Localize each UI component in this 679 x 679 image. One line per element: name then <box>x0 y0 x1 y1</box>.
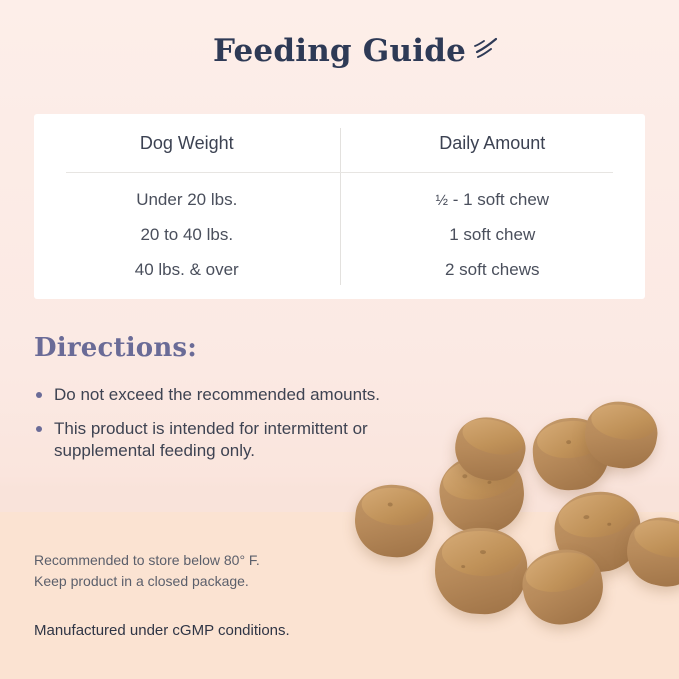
manufacturing-note: Manufactured under cGMP conditions. <box>34 622 290 639</box>
table-vertical-divider <box>340 128 341 285</box>
cell-dog-weight: 20 to 40 lbs. <box>140 224 234 244</box>
storage-note-line-1: Recommended to store below 80° F. <box>34 552 260 568</box>
chew-speck <box>461 565 465 568</box>
cell-daily-amount: 1 soft chew <box>449 224 536 244</box>
cell-daily-amount: 2 soft chews <box>445 259 540 279</box>
column-header-daily-amount: Daily Amount <box>439 132 546 153</box>
chew-top-face <box>589 400 657 444</box>
cell-daily-amount <box>340 190 646 210</box>
storage-note-line-2: Keep product in a closed package. <box>34 573 249 589</box>
cell-dog-weight: Under 20 lbs. <box>136 189 238 209</box>
list-item-label: Do not exceed the recommended amounts. <box>54 385 381 404</box>
cell-amount-text: - 1 soft chew <box>452 189 550 209</box>
column-header-dog-weight: Dog Weight <box>139 132 234 153</box>
page-title: Feeding Guide <box>212 33 466 69</box>
chew-piece <box>351 481 436 561</box>
chew-top-face <box>359 484 431 528</box>
list-item-label: This product is intended for intermittent or supplemental feeding only. <box>54 419 368 460</box>
table-header-divider <box>66 172 613 173</box>
chew-top-face <box>557 491 637 540</box>
chew-top-face <box>459 414 527 460</box>
sparkle-icon <box>474 36 500 62</box>
feeding-table <box>34 114 645 299</box>
chew-speck <box>566 440 571 444</box>
storage-note <box>34 550 454 592</box>
bullet-dot-icon <box>36 426 42 432</box>
chew-top-face <box>522 547 598 597</box>
cell-amount-fraction: ½ <box>435 191 448 209</box>
bullet-dot-icon <box>36 392 42 398</box>
soft-chews-image <box>355 400 679 650</box>
directions-heading: Directions: <box>34 333 198 363</box>
cell-dog-weight: 40 lbs. & over <box>134 259 239 279</box>
